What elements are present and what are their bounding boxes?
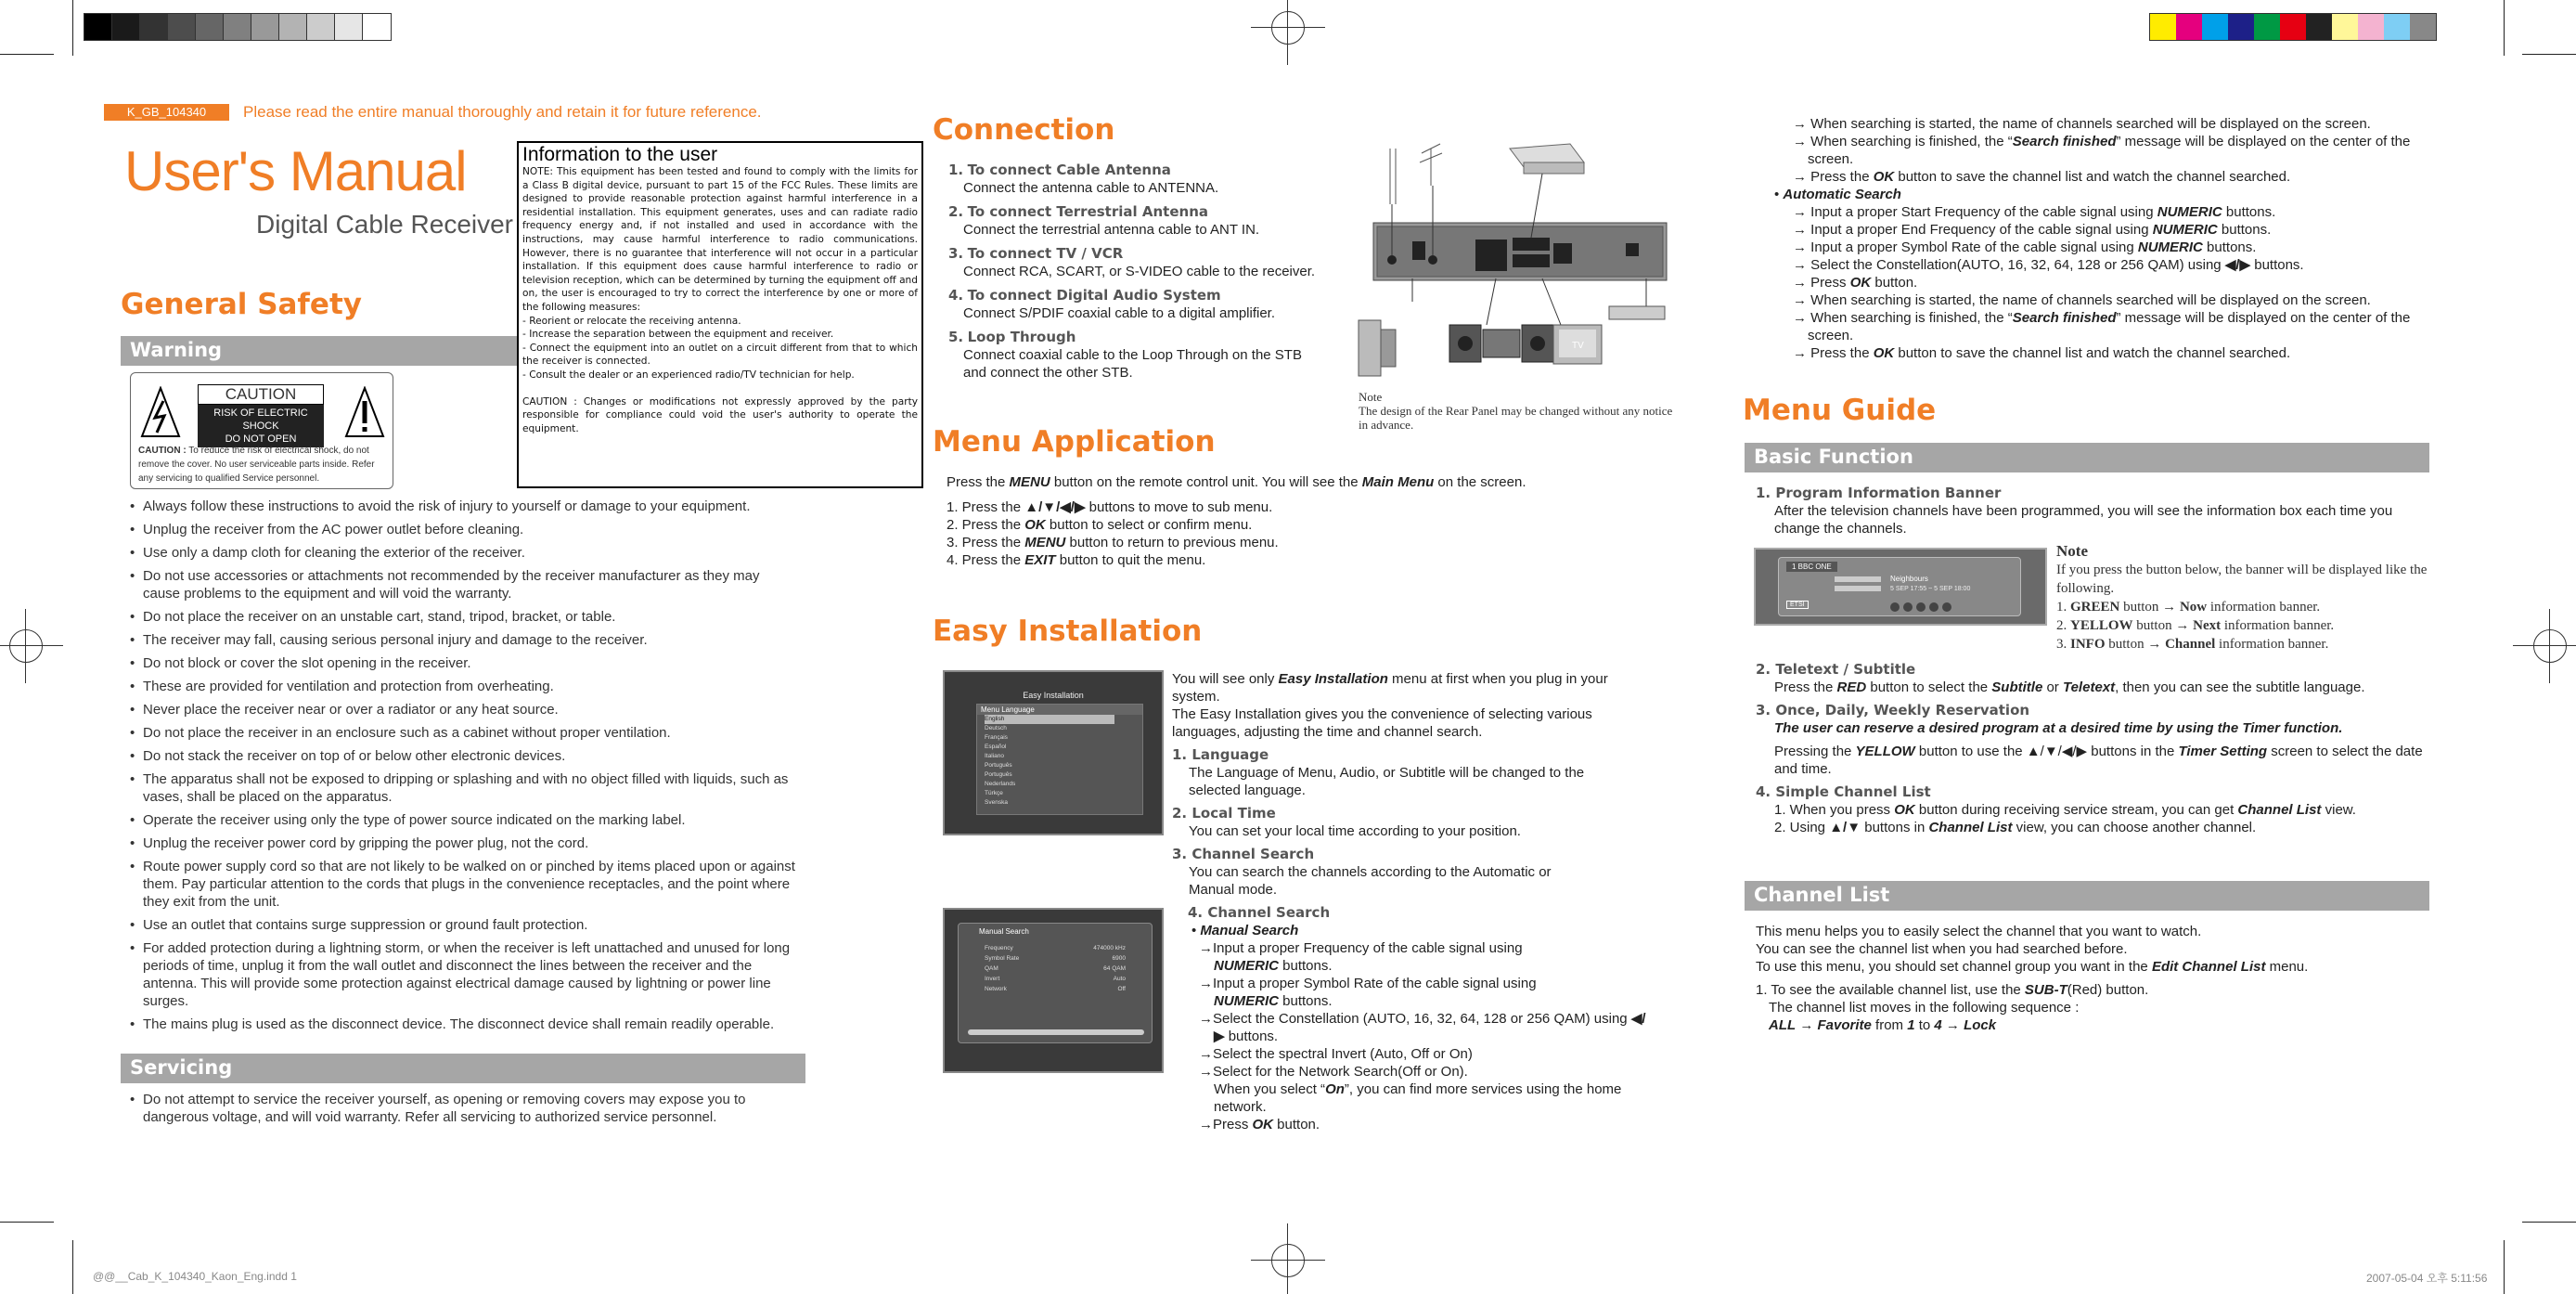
page-title: User's Manual [124,140,467,202]
banner-time: 5 SEP 17:55 ~ 5 SEP 18:00 [1890,586,1971,592]
screen-item: Menu Language [977,705,1142,715]
doc-code-badge: K_GB_104340 [104,104,229,121]
caution-note-bold: CAUTION : [138,446,187,456]
item-num: 5. [948,329,964,345]
list-item: • The apparatus shall not be exposed to dripping or splashing and with no object filled with liquids, such as vases, shall be placed on the apparatus. [130,770,798,806]
connection-note [1359,390,1674,432]
info-measure: - Connect the equipment into an outlet on a circuit different from that to which the receiver is connected. [522,342,918,368]
list-item: • These are provided for ventilation and protection from overheating. [130,678,844,695]
item-text: Connect RCA, SCART, or S-VIDEO cable to the receiver. [963,264,1316,279]
list-item: • Route power supply cord so that are not likely to be walked on or pinched by items placed upon or against them. Pay particular attention to the cords that plugs in the convenience receptacles, and the point where they exit from the unit. [130,858,798,911]
list-item: • Do not use accessories or attachments not recommended by the receiver manufacturer as they may cause problems to the equipment and will void the warranty. [130,567,779,602]
registration-mark [0,609,63,683]
list-item: • Use an outlet that contains surge suppression or ground fault protection. [130,916,844,934]
row-label: Frequency [985,945,1013,951]
item-text: Connect S/PDIF coaxial cable to a digital amplifier. [963,305,1275,321]
menu-guide-item-1: 1. Program Information Banner After the television channels have been programmed, you will see the information box each time you change the channels. [1756,485,2393,537]
manual-search-body: 4. Channel Search • Manual Search →Input a proper Frequency of the cable signal using NUMERIC buttons. →Input a proper Symbol Rate of the cable signal using NUMERIC buttons. →Select the Constellation (AUTO, 16, 32, 64, 128 or 256 QAM) using ◀/▶ buttons. →Select the spectral Invert (Auto, Off or On) →Select for the Network Search(Off or On). When you select “On”, you can find more services using the home network. →Press OK button. [1188,904,1646,1132]
item-text: Connect coaxial cable to the Loop Through on the STB and connect the other STB. [963,347,1302,381]
list-item: • Do not stack the receiver on top of or below other electronic devices. [130,747,844,765]
crop-mark [0,54,54,55]
item-title: To connect Cable Antenna [967,162,1171,178]
item-title: To connect Digital Audio System [967,287,1221,304]
banner-note: Note If you press the button below, the banner will be displayed like the following. 1. GREEN button → Now information banner. 2. YELLOW button → Next information banner. 3. INFO button → Channel information banner. [2056,542,2474,653]
note-label: Note [2056,542,2088,560]
connection-list [948,162,1357,388]
safety-list [130,498,844,1039]
list-item: • Do not attempt to service the receiver yourself, as opening or removing covers may expose you to dangerous voltage, and will void warranty. Refer all servicing to authorized service personnel. [130,1091,798,1126]
rear-panel-diagram [1357,139,1672,382]
list-item: • Do not block or cover the slot opening in the receiver. [130,654,844,672]
row-value: Off [1117,986,1126,992]
item-num: 2. [948,203,964,220]
info-box-title: Information to the user [522,144,718,165]
footer-timestamp: 2007-05-04 오후 5:11:56 [2366,1272,2488,1285]
menu-application-heading: Menu Application [933,425,1216,459]
lang-item: Português [985,771,1012,778]
row-label: QAM [985,965,998,972]
list-item: • Do not place the receiver in an enclosure such as a cabinet without proper ventilation. [130,724,844,742]
row-value: Auto [1113,976,1126,982]
menu-guide-heading: Menu Guide [1743,394,1937,427]
row-value: 6900 [1112,955,1126,962]
connection-heading: Connection [933,113,1115,147]
servicing-bar: Servicing [121,1054,805,1083]
banner-tag: ETSI [1786,601,1809,609]
warning-bar: Warning [121,336,518,366]
lang-item: Nederlands [985,781,1016,787]
screen-title: Manual Search [979,927,1029,936]
item-title: To connect TV / VCR [967,245,1124,262]
search-continued: → When searching is started, the name of channels searched will be displayed on the screen. → When searching is finished, the “Search finished” message will be displayed on the center of the screen. → Press the OK button to save the channel list and watch the channel searched. • Automatic Search → Input a proper Start Frequency of the cable signal using NUMERIC buttons. → Input a proper End Frequency of the cable signal using NUMERIC buttons. → Input a proper Symbol Rate of the cable signal using NUMERIC buttons. → Select the Constellation(AUTO, 16, 32, 64, 128 or 256 QAM) using ◀/▶ buttons. → Press OK button. → When searching is started, the name of channels searched will be displayed on the screen. → When searching is finished, the “Search finished” message will be displayed on the center of the screen. → Press the OK button to save the channel list and watch the channel searched. [1774,116,2411,361]
tv-icon [1553,325,1602,364]
crop-mark [72,1240,73,1294]
crop-mark [2522,54,2576,55]
info-measure: - Reorient or relocate the receiving antenna. [522,315,741,327]
list-item: • Do not place the receiver on an unstable cart, stand, tripod, bracket, or table. [130,608,844,626]
info-caution: CAUTION : Changes or modifications not expressly approved by the party responsible for compliance could void the user's authority to operate the equipment. [522,395,918,434]
second-stb-icon [1609,306,1665,319]
info-box-body: NOTE: This equipment has been tested and found to comply with the limits for a Class B digital device, pursuant to part 15 of the FCC Rules. These limits are designed to provide reasonable protection against harmful interference in a residential installation. This equipment generates, uses and can radiate radio frequency energy and, if not installed and used in accordance with the instructions, may cause harmful interference to radio communications. However, there is no guarantee that interference will not occur in a particular installation. If this equipment does cause harmful interference to radio or television reception, which can be determined by turning the equipment off and on, the user is encouraged to try to correct the interference by one or more of the following measures: [522,166,918,313]
banner-channel: 1 BBC ONE [1786,562,1837,572]
item-num: 4. [948,287,964,304]
registration-mark [1251,1223,1325,1294]
screen-title: Easy Installation [1023,691,1084,700]
item-title: To connect Terrestrial Antenna [967,203,1208,220]
list-item: • Always follow these instructions to avoid the risk of injury to yourself or damage to your equipment. [130,498,844,515]
info-measure: - Increase the separation between the equipment and receiver. [522,329,834,341]
antenna-icon [1390,144,1442,204]
caution-label-box [130,372,393,489]
basic-function-bar: Basic Function [1745,443,2429,472]
note-intro: If you press the button below, the banner will be displayed like the following. [2056,563,2428,596]
caution-note: To reduce the risk of electrical shock, do not remove the cover. No user serviceable parts inside. Refer any servicing to qualified Service personnel. [138,446,375,484]
banner-program: Neighbours [1890,575,1928,583]
lang-item: Italiano [985,753,1004,759]
channel-list-body: This menu helps you to easily select the channel that you want to watch. You can see the channel list when you had searched before. To use this menu, you should set channel group you want in the Edit Channel List menu. 1. To see the available channel list, use the SUB-T(Red) button. The channel list moves in the following sequence : ALL → Favorite from 1 to 4 → Lock [1756,924,2309,1033]
caution-sub2: DO NOT OPEN [225,433,297,445]
general-safety-heading: General Safety [121,288,362,321]
row-value: 64 QAM [1103,965,1126,972]
row-value: 474000 kHz [1093,945,1126,951]
info-box [517,141,923,488]
easy-installation-heading: Easy Installation [933,615,1203,648]
lang-item: Español [985,744,1007,750]
crop-mark [2504,0,2505,56]
info-banner-screenshot [1754,548,2047,626]
lang-item: Türkçe [985,790,1003,796]
item-text: Connect the antenna cable to ANTENNA. [963,180,1219,196]
note-label: Note [1359,390,1383,404]
caution-label: CAUTION [198,384,324,405]
pc-tower-icon [1359,320,1396,376]
grayscale-bar [84,13,392,41]
caution-sub1: RISK OF ELECTRIC SHOCK [213,408,308,432]
crop-mark [2504,1240,2505,1294]
crop-mark [0,1222,54,1223]
list-item: • Operate the receiver using only the type of power source indicated on the marking label. [130,811,844,829]
menu-application-body: Press the MENU button on the remote control unit. You will see the Main Menu on the screen. 1. Press the ▲/▼/◀/▶ buttons to move to sub menu. 2. Press the OK button to select or confirm menu. 3. Press the MENU button to return to previous menu. 4. Press the EXIT button to quit the menu. [947,474,1526,568]
info-measure: - Consult the dealer or an experienced radio/TV technician for help. [522,369,855,381]
item-title: Loop Through [967,329,1076,345]
list-item: • Unplug the receiver from the AC power outlet before cleaning. [130,521,844,538]
footer-file: @@__Cab_K_104340_Kaon_Eng.indd 1 [93,1270,297,1283]
row-label: Invert [985,976,1000,982]
registration-mark [1251,0,1325,65]
color-bar [2149,13,2437,41]
audio-system-icon [1449,325,1553,362]
item-text: Connect the terrestrial antenna cable to ANT IN. [963,222,1260,238]
list-item: • Unplug the receiver power cord by gripping the power plug, not the cord. [130,835,844,852]
easy-installation-screenshot [943,670,1164,835]
row-label: Symbol Rate [985,955,1020,962]
note-text: The design of the Rear Panel may be changed without any notice in advance. [1359,404,1673,432]
crop-mark [2522,1222,2576,1223]
page-subtitle: Digital Cable Receiver [256,210,514,239]
lang-item: Deutsch [985,725,1007,731]
registration-mark [2513,609,2576,683]
row-label: Network [985,986,1007,992]
vcr-icon [1510,144,1584,174]
list-item: • The receiver may fall, causing serious personal injury and damage to the receiver. [130,631,844,649]
lightning-warning-icon [140,386,181,438]
item-num: 3. [948,245,964,262]
list-item: • Never place the receiver near or over a radiator or any heat source. [130,701,844,718]
menu-guide-items: 2. Teletext / Subtitle Press the RED button to select the Subtitle or Teletext, then you can see the subtitle language. 3. Once, Daily, Weekly Reservation The user can reserve a desired program at a desired time by using the Timer function. Pressing the YELLOW button to use the ▲/▼/◀/▶ buttons in the Timer Setting screen to select the date and time. 4. Simple Channel List 1. When you press OK button during receiving service stream, you can get Channel List view. 2. Using ▲/▼ buttons in Channel List view, you can choose another channel. [1756,661,2423,835]
lang-item: Svenska [985,799,1008,806]
exclamation-warning-icon [344,386,385,438]
channel-list-bar: Channel List [1745,881,2429,911]
list-item: • Use only a damp cloth for cleaning the exterior of the receiver. [130,544,844,562]
item-num: 1. [948,162,964,178]
easy-installation-body: You will see only Easy Installation menu at first when you plug in your system. The Easy Installation gives you the convenience of selecting various languages, adjusting the time and channel search. 1. Language The Language of Menu, Audio, or Subtitle will be changed to the selected language. 2. Local Time You can set your local time according to your position. 3. Channel Search You can search the channels according to the Automatic or Manual mode. [1172,671,1608,898]
servicing-list [130,1091,798,1132]
tv-label: TV [1572,341,1584,351]
lang-item: English [985,715,1114,724]
list-item: • For added protection during a lightning storm, or when the receiver is left unattached and unused for long periods of time, unplug it from the wall outlet and disconnect the lines between the receiver and the antenna. This will provide some protection against electrical damage caused by lightning or power line surges. [130,939,798,1010]
lang-item: Français [985,734,1008,741]
list-item: • The mains plug is used as the disconnect device. The disconnect device shall remain readily operable. [130,1016,844,1033]
crop-mark [72,0,73,56]
header-tagline: Please read the entire manual thoroughly and retain it for future reference. [243,103,762,121]
manual-search-screenshot [943,908,1164,1073]
lang-item: Português [985,762,1012,769]
